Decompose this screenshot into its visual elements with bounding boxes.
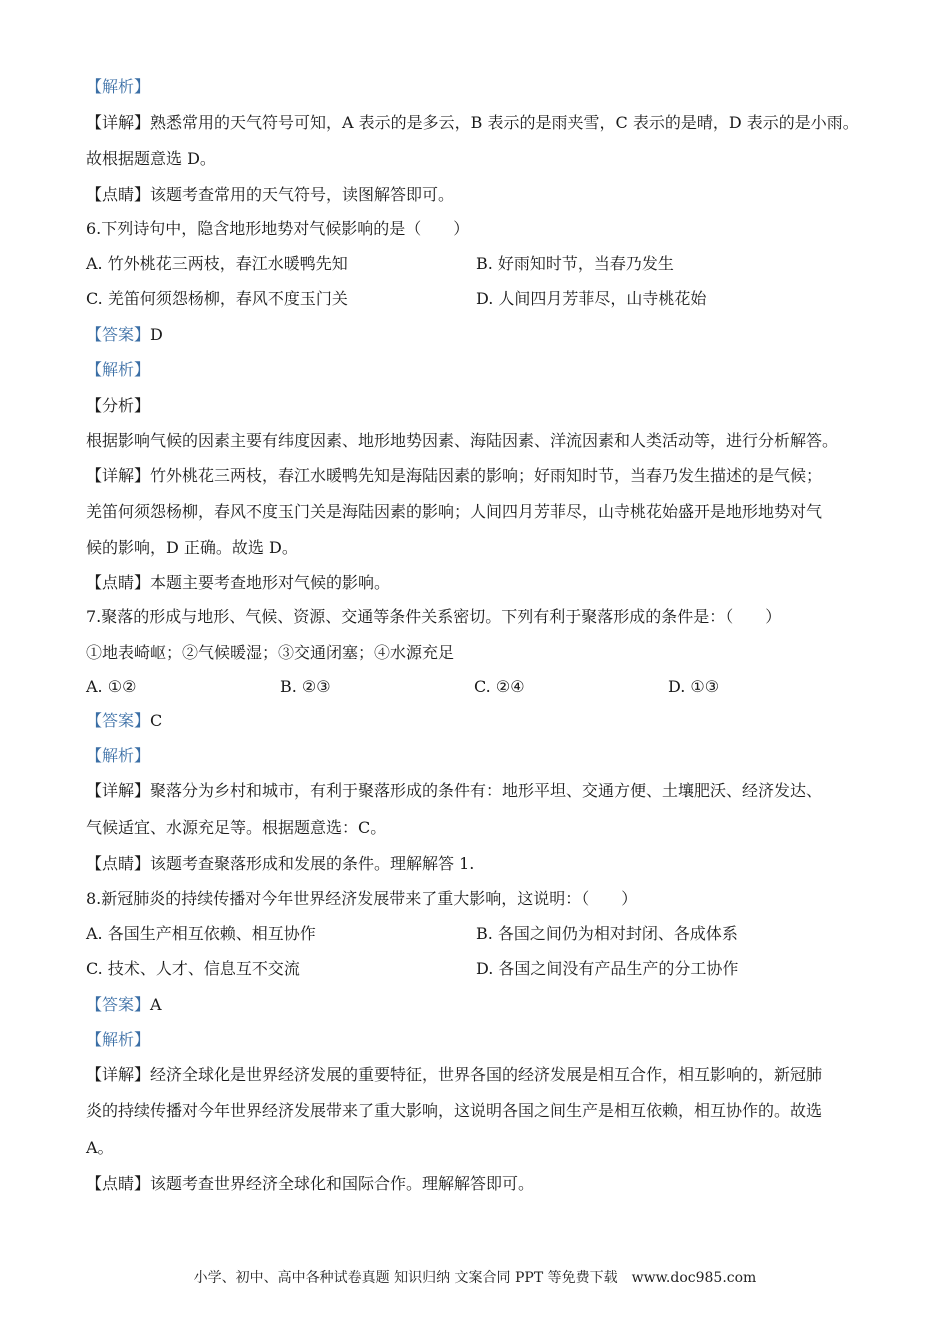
- question-6-stem: 6.下列诗句中，隐含地形地势对气候影响的是（ ）: [86, 219, 470, 238]
- q6-option-c: C. 羌笛何须怨杨柳，春风不度玉门关: [86, 289, 348, 308]
- q8-option-b: B. 各国之间仍为相对封闭、各成体系: [476, 924, 738, 943]
- detail-paragraph: [86, 780, 822, 802]
- point-paragraph: [86, 572, 390, 594]
- question-7-stem: 7.聚落的形成与地形、气候、资源、交通等条件关系密切。下列有利于聚落形成的条件是：（ ）: [86, 607, 782, 626]
- point-text: 该题考查世界经济全球化和国际合作。理解解答即可。: [150, 1174, 535, 1193]
- q6-option-a: A. 竹外桃花三两枝，春江水暖鸭先知: [86, 254, 348, 273]
- detail-text: 候的影响，D 正确。故选 D。: [86, 538, 298, 557]
- question-8-stem: 8.新冠肺炎的持续传播对今年世界经济发展带来了重大影响，这说明：（ ）: [86, 889, 638, 908]
- detail-paragraph: [86, 112, 859, 134]
- detail-text: 气候适宜、水源充足等。根据题意选：C。: [86, 818, 387, 837]
- q8-option-d: D. 各国之间没有产品生产的分工协作: [476, 959, 739, 978]
- page-footer: 小学、初中、高中各种试卷真题 知识归纳 文案合同 PPT 等免费下载 www.doc985.com: [193, 1270, 757, 1286]
- point-tag: 【点睛】: [86, 854, 151, 873]
- q8-option-c: C. 技术、人才、信息互不交流: [86, 959, 300, 978]
- answer-tag: 【答案】: [86, 995, 151, 1014]
- point-paragraph: [86, 1173, 534, 1195]
- q6-analysis-text: 根据影响气候的因素主要有纬度因素、地形地势因素、海陆因素、洋流因素和人类活动等，进行分析解答。: [86, 431, 839, 450]
- q7-option-c: C. ②④: [474, 677, 525, 696]
- detail-paragraph: [86, 1064, 822, 1086]
- point-text: 该题考查聚落形成和发展的条件。理解解答 1.: [150, 854, 475, 873]
- point-tag: 【点睛】: [86, 573, 151, 592]
- answer-value: D: [150, 325, 163, 344]
- analysis-tag: 【解析】: [86, 746, 151, 765]
- fenxi-tag: 【分析】: [86, 396, 151, 415]
- point-tag: 【点睛】: [86, 1174, 151, 1193]
- q8-option-a: A. 各国生产相互依赖、相互协作: [86, 924, 316, 943]
- point-text: 本题主要考查地形对气候的影响。: [150, 573, 391, 592]
- detail-text: A。: [86, 1138, 114, 1157]
- q6-answer: [86, 324, 163, 346]
- point-tag: 【点睛】: [86, 185, 151, 204]
- q6-option-d: D. 人间四月芳菲尽，山寺桃花始: [476, 289, 707, 308]
- q6-option-b: B. 好雨知时节，当春乃发生: [476, 254, 674, 273]
- detail-text: 故根据题意选 D。: [86, 149, 216, 168]
- q7-conditions: ①地表崎岖；②气候暖湿；③交通闭塞；④水源充足: [86, 643, 455, 662]
- analysis-tag: 【解析】: [86, 1030, 151, 1049]
- detail-text: 竹外桃花三两枝，春江水暖鸭先知是海陆因素的影响；好雨知时节，当春乃发生描述的是气候；: [150, 466, 823, 485]
- detail-paragraph: [86, 465, 822, 487]
- q7-option-a: A. ①②: [86, 677, 137, 696]
- q8-answer: [86, 994, 162, 1016]
- detail-text: 炎的持续传播对今年世界经济发展带来了重大影响，这说明各国之间生产是相互依赖，相互协作的。故选: [86, 1101, 823, 1120]
- answer-tag: 【答案】: [86, 711, 151, 730]
- analysis-tag: 【解析】: [86, 360, 151, 379]
- answer-value: C: [150, 711, 163, 730]
- detail-tag: 【详解】: [86, 781, 151, 800]
- q7-answer: [86, 710, 162, 732]
- point-text: 该题考查常用的天气符号，读图解答即可。: [150, 185, 455, 204]
- detail-tag: 【详解】: [86, 1065, 151, 1084]
- detail-text: 聚落分为乡村和城市，有利于聚落形成的条件有：地形平坦、交通方便、土壤肥沃、经济发达、: [150, 781, 823, 800]
- detail-text: 羌笛何须怨杨柳，春风不度玉门关是海陆因素的影响；人间四月芳菲尽，山寺桃花始盛开是地形地势对气: [86, 502, 823, 521]
- detail-text: 经济全球化是世界经济发展的重要特征，世界各国的经济发展是相互合作，相互影响的，新冠肺: [150, 1065, 823, 1084]
- q7-option-d: D. ①③: [668, 677, 720, 696]
- point-paragraph: [86, 853, 474, 875]
- q7-option-b: B. ②③: [280, 677, 331, 696]
- answer-value: A: [150, 995, 162, 1014]
- analysis-tag: 【解析】: [86, 77, 151, 96]
- detail-text: 熟悉常用的天气符号可知，A 表示的是多云，B 表示的是雨夹雪，C 表示的是晴，D 表示的是小雨。: [150, 113, 859, 132]
- detail-tag: 【详解】: [86, 466, 151, 485]
- detail-tag: 【详解】: [86, 113, 151, 132]
- point-paragraph: [86, 184, 454, 206]
- answer-tag: 【答案】: [86, 325, 151, 344]
